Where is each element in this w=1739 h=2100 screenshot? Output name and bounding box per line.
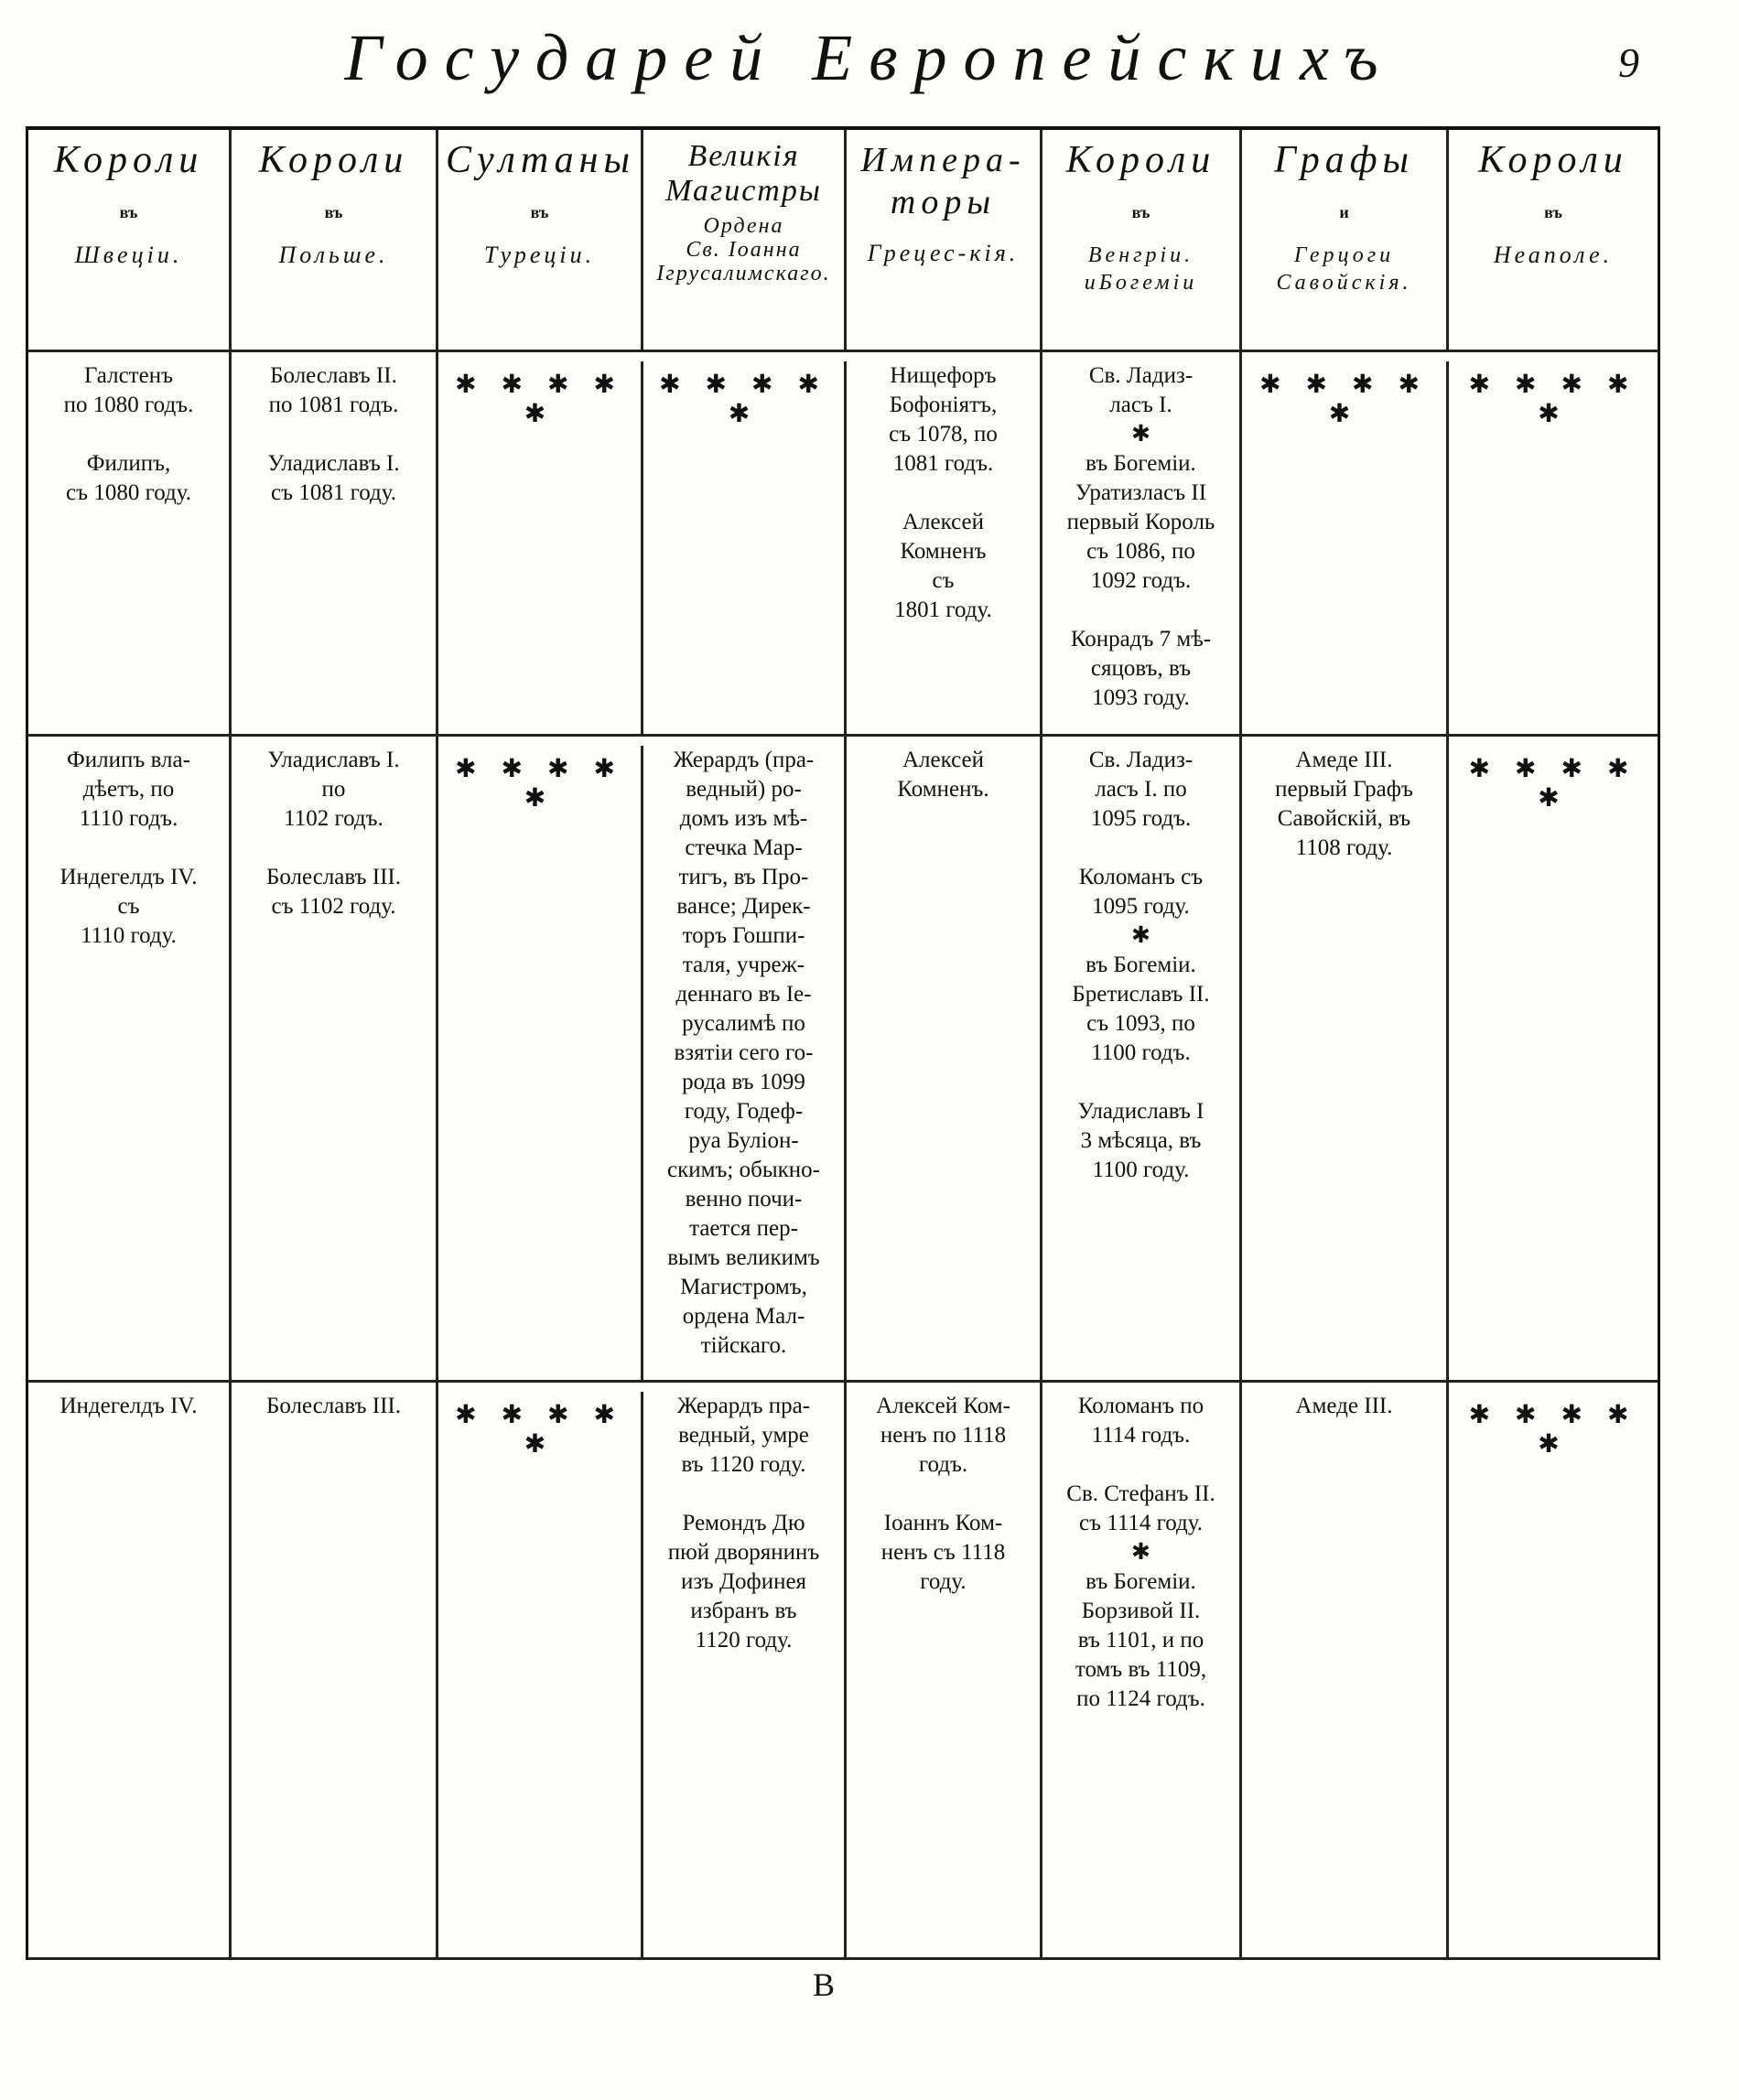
header-title: Импера-торы xyxy=(860,141,1026,221)
header-cell xyxy=(847,130,1042,352)
header-title: Графы xyxy=(1274,139,1414,181)
header-connector: и xyxy=(1339,203,1349,221)
table-cell: ✱ ✱ ✱ ✱ ✱ xyxy=(438,746,643,1383)
page-number: 9 xyxy=(1618,39,1639,86)
table-cell: Болеславъ III. xyxy=(232,1383,438,1960)
header-cell xyxy=(438,130,643,352)
table-cell: Жерардъ пра- ведный, умре въ 1120 году. Ремондъ Дю пюй дворянинъ изъ Дофинея избранъ въ 1120 году. xyxy=(643,1383,847,1960)
table-cell: ✱ ✱ ✱ ✱ ✱ xyxy=(438,1392,643,1960)
table-cell: Жерардъ (пра- ведный) ро- домъ изъ мѣ- стечка Мар- тигъ, въ Про- вансе; Дирек- торъ Гошпи- таля, учреж- деннаго въ Іе- русалимѣ по взятiи сего го- рода въ 1099 году, Годеф- руа Булiон- скимъ; обыкно- венно почи- тается пер- вымъ великимъ Магистромъ, ордена Мал- тiйскаго. xyxy=(643,737,847,1383)
table-cell: Амеде III. первый Графъ Савойскiй, въ 1108 году. xyxy=(1242,737,1449,1383)
header-connector: въ xyxy=(1544,203,1562,221)
table-cell: ✱ ✱ ✱ ✱ ✱ xyxy=(438,361,643,737)
header-connector: въ xyxy=(530,203,549,221)
header-place: Польше. xyxy=(278,242,389,268)
header-cell xyxy=(1449,130,1658,352)
page-signature: B xyxy=(812,1966,835,2003)
table-cell: Уладиславъ I. по 1102 годъ. Болеславъ III. съ 1102 году. xyxy=(232,737,438,1383)
table-cell: Алексей Комненъ. xyxy=(847,737,1042,1383)
header-connector: въ xyxy=(1131,203,1150,221)
header-title: Короли xyxy=(1478,139,1628,181)
header-place: Герцоги Савойскiя. xyxy=(1276,243,1412,295)
header-cell xyxy=(1042,130,1242,352)
header-cell xyxy=(232,130,438,352)
header-connector: въ xyxy=(119,203,138,221)
header-place: Турецiи. xyxy=(483,242,596,268)
header-title: Короли xyxy=(53,139,204,181)
table-cell: Алексей Ком- ненъ по 1118 годъ. Іоаннъ Ком- ненъ съ 1118 году. xyxy=(847,1383,1042,1960)
rulers-table xyxy=(26,126,1660,1960)
header-title: Султаны xyxy=(446,139,635,181)
header-place: Грецес-кiя. xyxy=(867,240,1020,266)
table-cell: Болеславъ II. по 1081 годъ. Уладиславъ I. съ 1081 году. xyxy=(232,352,438,737)
table-cell: ✱ ✱ ✱ ✱ ✱ xyxy=(1449,361,1658,737)
table-cell: Галстенъ по 1080 годъ. Филипъ, съ 1080 году. xyxy=(28,352,232,737)
header-cell xyxy=(643,130,847,352)
table-cell: Индегелдъ IV. xyxy=(28,1383,232,1960)
header-place: Швеціи. xyxy=(74,242,183,268)
table-cell: Филипъ вла- дѣетъ, по 1110 годъ. Индегелдъ IV. съ 1110 году. xyxy=(28,737,232,1383)
table-cell: ✱ ✱ ✱ ✱ ✱ xyxy=(1242,361,1449,737)
header-connector: въ xyxy=(324,203,343,221)
table-cell: Коломанъ по 1114 годъ. Св. Стефанъ II. съ 1114 году. ✱ въ Богемiи. Борзивой II. въ 1101, и по томъ въ 1109, по 1124 годъ. xyxy=(1042,1383,1242,1960)
table-cell: Св. Ладиз- ласъ I. по 1095 годъ. Коломанъ съ 1095 году. ✱ въ Богемiи. Бретиславъ II. съ 1093, по 1100 годъ. Уладиславъ I 3 мѣсяца, въ 1100 году. xyxy=(1042,737,1242,1383)
header-place: Венгрiи. иБогемiи xyxy=(1084,243,1198,295)
table-cell: ✱ ✱ ✱ ✱ ✱ xyxy=(1449,1392,1658,1960)
header-cell xyxy=(28,130,232,352)
header-title: Великiя Магистры xyxy=(665,139,822,208)
header-place: Неаполе. xyxy=(1493,242,1614,268)
header-connector: Ордена xyxy=(703,214,784,238)
table-cell: Нищефоръ Бофонiятъ, съ 1078, по 1081 годъ. Алексей Комненъ съ 1801 году. xyxy=(847,352,1042,737)
header-title: Короли xyxy=(258,139,409,181)
page-title: Государей Европейскихъ xyxy=(344,21,1395,94)
table-cell: ✱ ✱ ✱ ✱ ✱ xyxy=(1449,746,1658,1383)
table-cell: Св. Ладиз- ласъ I. ✱ въ Богемiи. Уратизласъ II первый Король съ 1086, по 1092 годъ. Конрадъ 7 мѣ- сяцовъ, въ 1093 году. xyxy=(1042,352,1242,737)
header-place: Св. Іоанна Ігрусалимскаго. xyxy=(656,238,831,285)
table-cell: ✱ ✱ ✱ ✱ ✱ xyxy=(643,361,847,737)
header-title: Короли xyxy=(1065,139,1216,181)
header-cell xyxy=(1242,130,1449,352)
table-cell: Амеде III. xyxy=(1242,1383,1449,1960)
